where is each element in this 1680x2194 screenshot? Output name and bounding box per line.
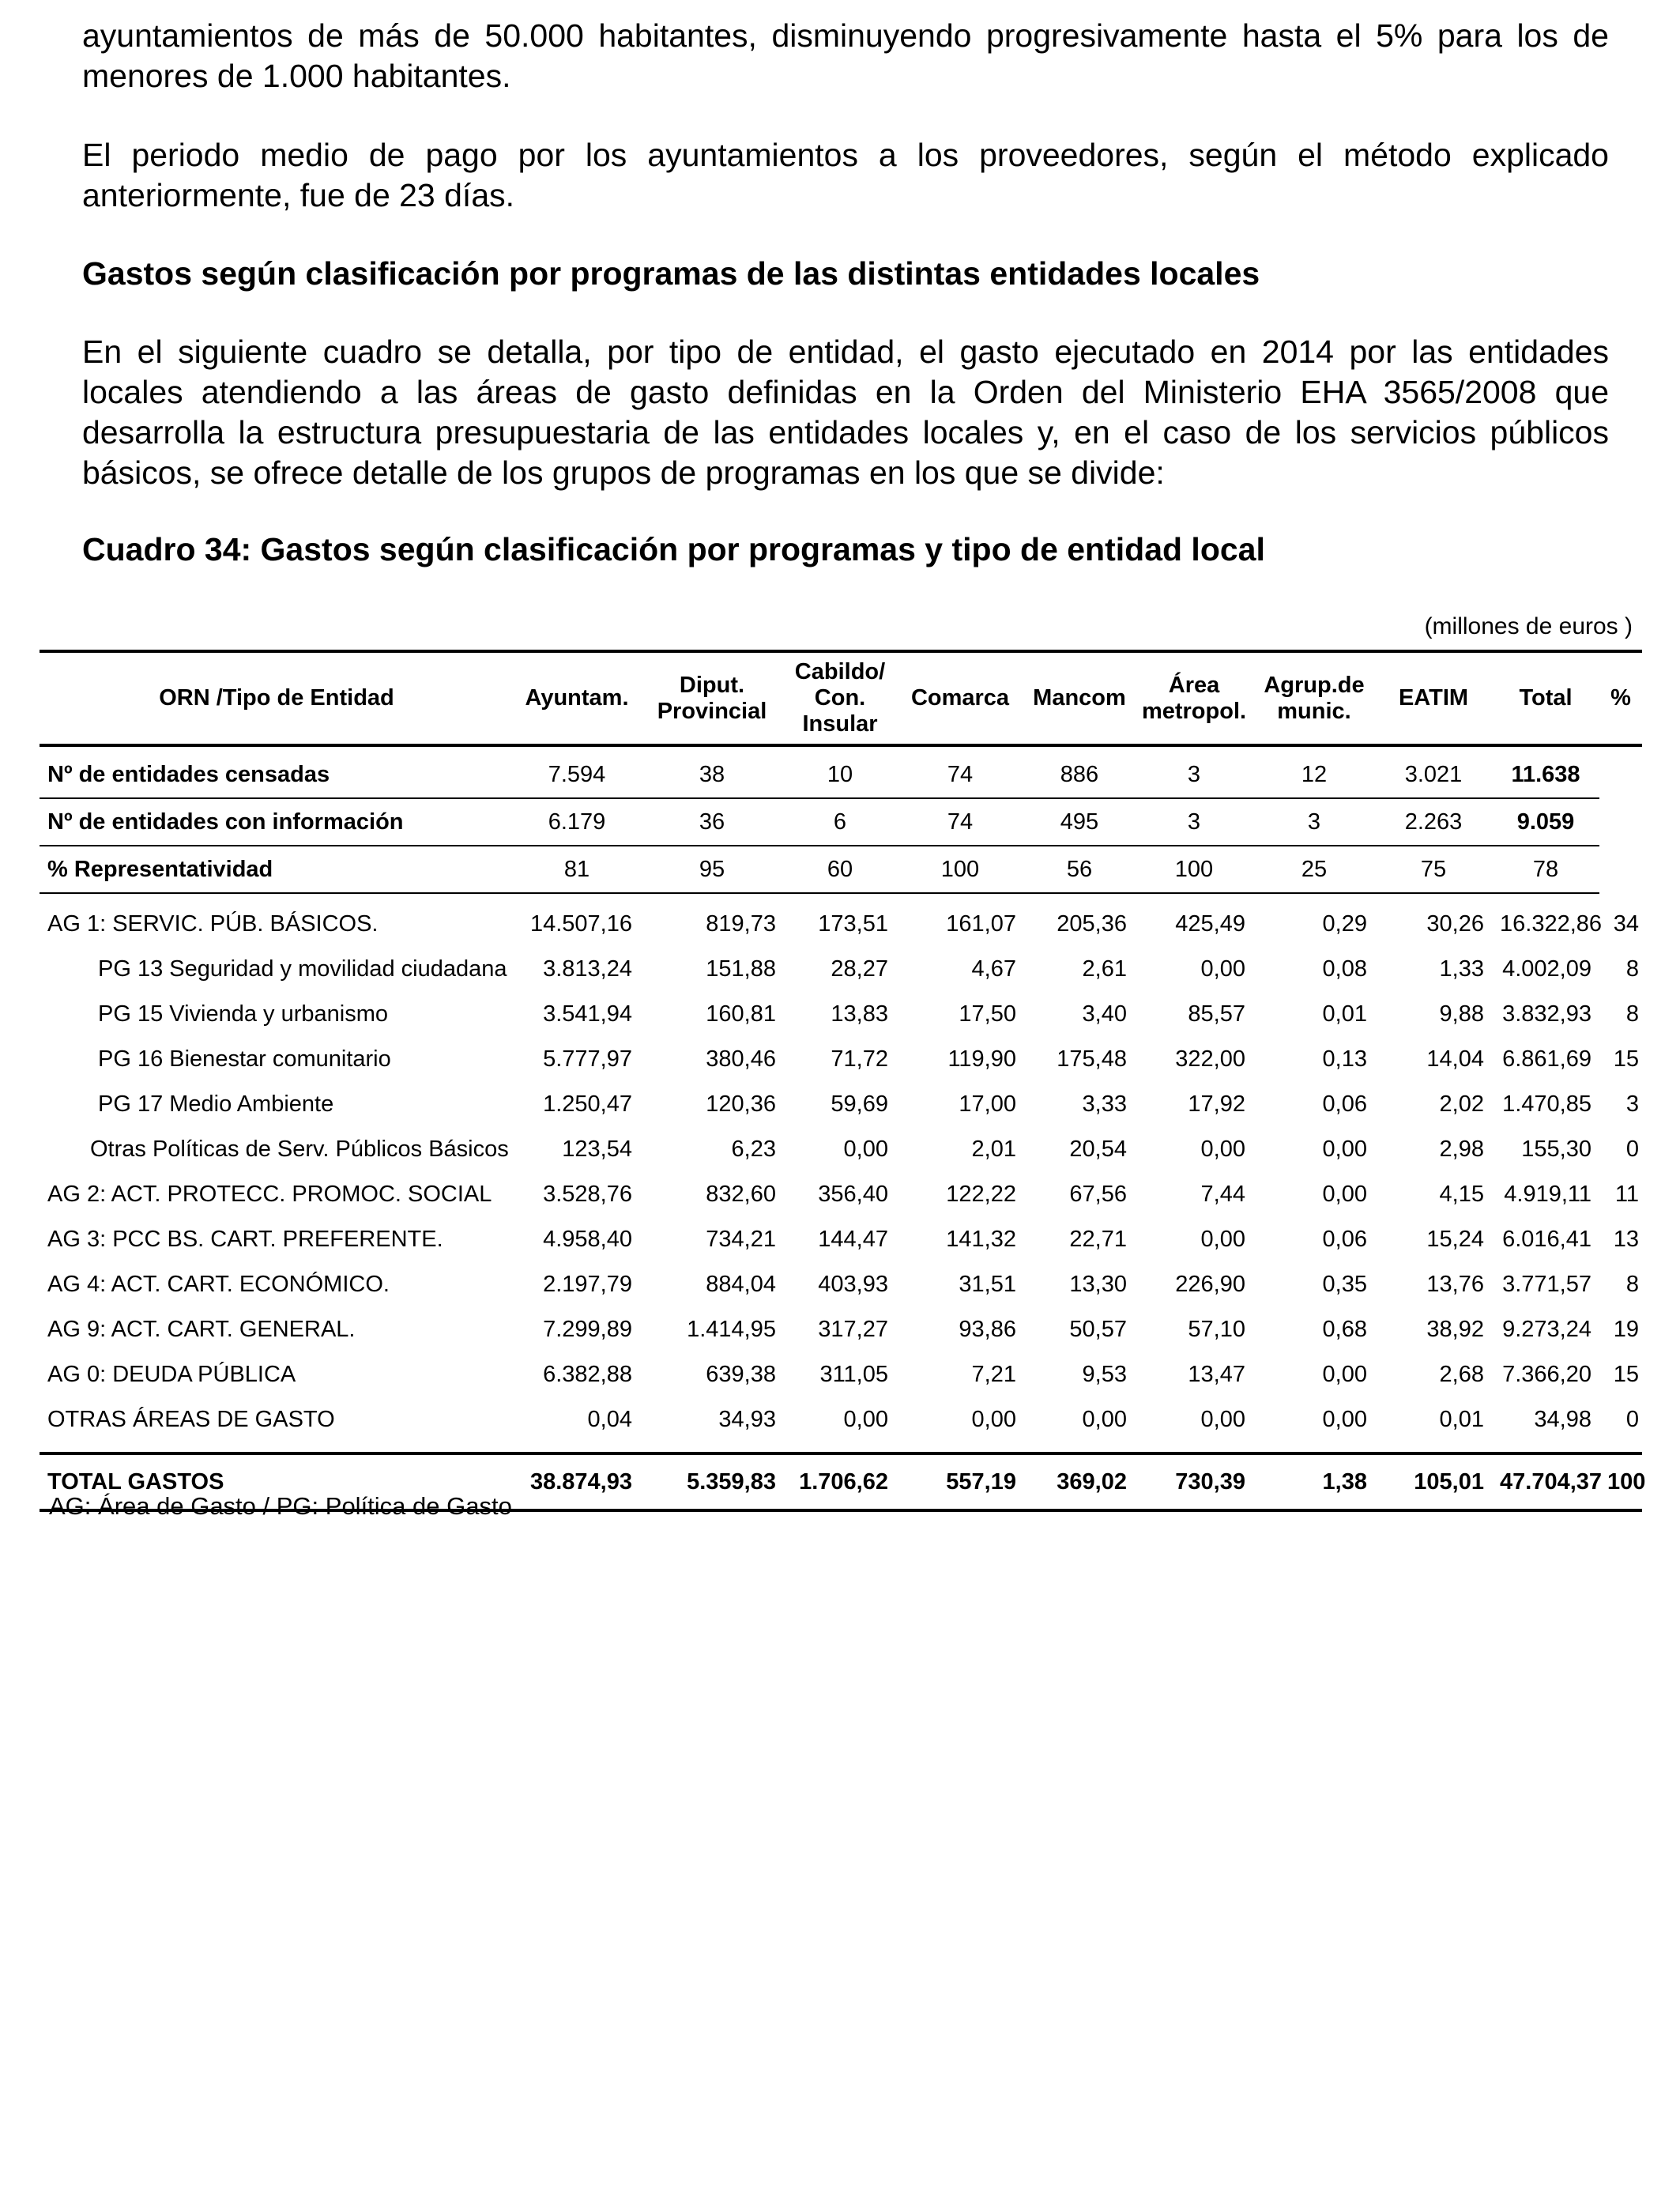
cell-value: 0,35 (1322, 1272, 1367, 1297)
cell-value: 0,00 (1200, 1137, 1245, 1162)
col-header-mancom: Mancom (1024, 651, 1135, 745)
cell-value: 4.958,40 (543, 1227, 632, 1252)
row-label: PG 13 Seguridad y movilidad ciudadana (98, 956, 507, 982)
cell-value: 3.832,93 (1502, 1001, 1591, 1027)
cell-value: 9,53 (1082, 1362, 1127, 1387)
cell-value: 9.273,24 (1502, 1317, 1591, 1342)
table-row (40, 1352, 1642, 1397)
table-header-row (40, 651, 1642, 745)
cell-value: 4,67 (971, 956, 1016, 982)
cell-value: 639,38 (706, 1362, 776, 1387)
col-header-comarca: Comarca (896, 651, 1024, 745)
cell-value: 311,05 (819, 1362, 888, 1387)
cell-value: 100 (1135, 846, 1253, 893)
cell-value: 95 (640, 846, 784, 893)
cell-value: 0,01 (1322, 1001, 1367, 1027)
cell-value: 6.382,88 (543, 1362, 632, 1387)
cell-value: 161,07 (946, 911, 1016, 937)
cell-value: 0,08 (1322, 956, 1367, 982)
cell-value: 317,27 (818, 1317, 888, 1342)
cell-value: 3 (1135, 745, 1253, 798)
cell-value: 38,92 (1426, 1317, 1484, 1342)
cell-value: 100 (896, 846, 1024, 893)
cell-value: 36 (640, 798, 784, 846)
spacer-cell (40, 1442, 1642, 1453)
cell-value: 0,00 (1200, 1407, 1245, 1432)
cell-value: 9,88 (1439, 1001, 1484, 1027)
table-row (40, 1307, 1642, 1352)
cell-value: 120,36 (706, 1091, 776, 1117)
cell-value: 59,69 (831, 1091, 888, 1117)
row-label: AG 9: ACT. CART. GENERAL. (47, 1317, 356, 1342)
cell-value: 25 (1253, 846, 1375, 893)
row-label: % Representatividad (40, 846, 514, 893)
cell-value: 34,93 (718, 1407, 776, 1432)
cell-value: 50,57 (1069, 1317, 1127, 1342)
cell-value: 119,90 (947, 1046, 1016, 1072)
total-value: 5.359,83 (640, 1453, 784, 1510)
cell-value: 13,76 (1426, 1272, 1484, 1297)
cell-value: 6.861,69 (1502, 1046, 1591, 1072)
cell-value: 15,24 (1426, 1227, 1484, 1252)
cell-value: 7,44 (1200, 1182, 1245, 1207)
cell-value: 67,56 (1069, 1182, 1127, 1207)
cell-value: 425,49 (1175, 911, 1245, 937)
row-label: Otras Políticas de Serv. Públicos Básicos (90, 1137, 509, 1162)
cell-percent: 11 (1614, 1182, 1639, 1207)
cell-value: 0,06 (1322, 1227, 1367, 1252)
col-header-eatim: EATIM (1375, 651, 1492, 745)
cell-value: 85,57 (1188, 1001, 1245, 1027)
unit-note: (millones de euros ) (1424, 613, 1633, 639)
cell-percent: 3 (1625, 1091, 1639, 1117)
cell-value: 22,71 (1069, 1227, 1127, 1252)
cell-total: 9.059 (1492, 798, 1599, 846)
summary-row (40, 745, 1642, 798)
table-row (40, 1217, 1642, 1262)
cell-empty (1599, 798, 1642, 846)
table-row (40, 992, 1642, 1037)
cell-value: 884,04 (706, 1272, 776, 1297)
cell-value: 6.016,41 (1502, 1227, 1591, 1252)
cell-value: 0,00 (1322, 1362, 1367, 1387)
cell-value: 175,48 (1057, 1046, 1127, 1072)
total-value: 730,39 (1135, 1453, 1253, 1510)
table-row (40, 1127, 1642, 1172)
cell-value: 74 (896, 745, 1024, 798)
cell-value: 144,47 (818, 1227, 888, 1252)
cell-value: 2.197,79 (543, 1272, 632, 1297)
cell-value: 7,21 (971, 1362, 1016, 1387)
cell-value: 0,00 (1082, 1407, 1127, 1432)
row-label: AG 2: ACT. PROTECC. PROMOC. SOCIAL (47, 1182, 492, 1207)
cell-value: 2,98 (1439, 1137, 1484, 1162)
cell-value: 0,68 (1322, 1317, 1367, 1342)
cell-value: 13,30 (1069, 1272, 1127, 1297)
footnote: AG: Área de Gasto / PG: Política de Gasto (49, 1492, 512, 1520)
section-heading: Gastos según clasificación por programas de las distintas entidades locales (82, 255, 1260, 292)
cell-value: 13,47 (1188, 1362, 1245, 1387)
cell-value: 20,54 (1069, 1137, 1127, 1162)
total-value: 369,02 (1024, 1453, 1135, 1510)
col-header-total: Total (1492, 651, 1599, 745)
table-row (40, 947, 1642, 992)
cell-value: 5.777,97 (543, 1046, 632, 1072)
total-percent: 100 (1599, 1453, 1642, 1510)
cell-value: 0,00 (1200, 1227, 1245, 1252)
spacer-row (40, 1442, 1642, 1453)
cell-value: 28,27 (831, 956, 888, 982)
cell-value: 17,92 (1188, 1091, 1245, 1117)
cell-value: 734,21 (706, 1227, 776, 1252)
cell-value: 4,15 (1439, 1182, 1484, 1207)
cell-value: 7.299,89 (543, 1317, 632, 1342)
cell-value: 3.021 (1375, 745, 1492, 798)
cell-value: 205,36 (1057, 911, 1127, 937)
row-label: AG 3: PCC BS. CART. PREFERENTE. (47, 1227, 443, 1252)
cell-value: 16.322,86 (1500, 911, 1603, 937)
intro-paragraph-1: ayuntamientos de más de 50.000 habitantes, disminuyendo progresivamente hasta el 5% para los de menores de 1.000 habitantes. (82, 17, 1609, 94)
intro-paragraph-2: El periodo medio de pago por los ayuntamientos a los proveedores, según el método explicado anteriormente, fue de 23 días. (82, 137, 1609, 213)
cell-value: 14.507,16 (529, 911, 632, 937)
row-label: Nº de entidades censadas (40, 745, 514, 798)
total-value: 1.706,62 (784, 1453, 896, 1510)
cell-value: 151,88 (706, 956, 776, 982)
cell-value: 0,04 (587, 1407, 632, 1432)
cell-value: 160,81 (706, 1001, 776, 1027)
table-row (40, 893, 1642, 947)
cell-value: 6.179 (514, 798, 640, 846)
cell-value: 0,00 (843, 1137, 888, 1162)
cell-value: 0,00 (1322, 1137, 1367, 1162)
cell-value: 886 (1024, 745, 1135, 798)
table-row (40, 1037, 1642, 1082)
col-header-agrup-munic: Agrup.de munic. (1253, 651, 1375, 745)
cell-value: 403,93 (818, 1272, 888, 1297)
cell-value: 31,51 (959, 1272, 1016, 1297)
cell-value: 1.414,95 (687, 1317, 776, 1342)
col-header-ayuntamientos: Ayuntam. (514, 651, 640, 745)
cell-value: 3,33 (1082, 1091, 1127, 1117)
col-header-percent: % (1599, 651, 1642, 745)
summary-row (40, 846, 1642, 893)
row-label: AG 4: ACT. CART. ECONÓMICO. (47, 1272, 390, 1297)
cell-percent: 13 (1613, 1227, 1639, 1252)
total-value: 557,19 (896, 1453, 1024, 1510)
cell-value: 3.541,94 (543, 1001, 632, 1027)
cell-value: 0,00 (1322, 1182, 1367, 1207)
cell-value: 13,83 (831, 1001, 888, 1027)
cell-value: 226,90 (1175, 1272, 1245, 1297)
cell-value: 123,54 (562, 1137, 632, 1162)
cell-empty (1599, 846, 1642, 893)
cell-value: 38 (640, 745, 784, 798)
cell-value: 0,00 (1322, 1407, 1367, 1432)
cell-value: 3,40 (1082, 1001, 1127, 1027)
total-value: 1,38 (1253, 1453, 1375, 1510)
total-value: 105,01 (1375, 1453, 1492, 1510)
cell-value: 1,33 (1439, 956, 1484, 982)
cell-value: 93,86 (959, 1317, 1016, 1342)
cell-value: 34,98 (1534, 1407, 1591, 1432)
row-label: PG 15 Vivienda y urbanismo (98, 1001, 389, 1027)
cell-value: 356,40 (818, 1182, 888, 1207)
cell-value: 4.002,09 (1502, 956, 1591, 982)
cell-percent: 8 (1625, 1001, 1639, 1027)
cell-value: 380,46 (706, 1046, 776, 1072)
cell-value: 0,00 (971, 1407, 1016, 1432)
row-label: OTRAS ÁREAS DE GASTO (47, 1407, 335, 1432)
cell-value: 75 (1375, 846, 1492, 893)
cell-value: 495 (1024, 798, 1135, 846)
cell-value: 155,30 (1521, 1137, 1591, 1162)
row-label: AG 0: DEUDA PÚBLICA (47, 1362, 296, 1387)
cell-percent: 19 (1613, 1317, 1639, 1342)
cell-value: 71,72 (831, 1046, 888, 1072)
total-label: TOTAL GASTOS (40, 1453, 514, 1510)
cell-empty (1599, 745, 1642, 798)
col-header-cabildos: Cabildo/ Con. Insular (784, 651, 896, 745)
cell-value: 10 (784, 745, 896, 798)
cell-value: 2,61 (1082, 956, 1127, 982)
row-label: PG 16 Bienestar comunitario (98, 1046, 391, 1072)
cell-value: 56 (1024, 846, 1135, 893)
cell-value: 4.919,11 (1504, 1182, 1591, 1207)
row-label: Nº de entidades con información (40, 798, 514, 846)
col-header-area-metropol: Área metropol. (1135, 651, 1253, 745)
cell-value: 1.250,47 (543, 1091, 632, 1117)
cell-value: 74 (896, 798, 1024, 846)
cell-value: 3.771,57 (1502, 1272, 1591, 1297)
cell-value: 3.528,76 (543, 1182, 632, 1207)
cell-value: 3 (1253, 798, 1375, 846)
cell-value: 0,01 (1439, 1407, 1484, 1432)
col-header-entity-type: ORN /Tipo de Entidad (40, 651, 514, 745)
cell-value: 7.594 (514, 745, 640, 798)
cell-value: 0,06 (1322, 1091, 1367, 1117)
cell-value: 2,02 (1439, 1091, 1484, 1117)
cell-value: 832,60 (706, 1182, 776, 1207)
cell-percent: 8 (1625, 1272, 1639, 1297)
cell-value: 0,00 (843, 1407, 888, 1432)
total-value: 47.704,37 (1492, 1453, 1599, 1510)
col-header-diputaciones: Diput. Provincial (640, 651, 784, 745)
cell-value: 0,29 (1322, 911, 1367, 937)
cell-value: 30,26 (1426, 911, 1484, 937)
summary-row (40, 798, 1642, 846)
cell-value: 78 (1492, 846, 1599, 893)
table-row (40, 1082, 1642, 1127)
cell-percent: 0 (1625, 1407, 1639, 1432)
row-label: PG 17 Medio Ambiente (98, 1091, 334, 1117)
cell-value: 0,13 (1322, 1046, 1367, 1072)
cell-value: 141,32 (946, 1227, 1016, 1252)
cell-value: 2,68 (1439, 1362, 1484, 1387)
cell-value: 6 (784, 798, 896, 846)
cell-value: 1.470,85 (1502, 1091, 1591, 1117)
table-row (40, 1172, 1642, 1217)
table-title: Cuadro 34: Gastos según clasificación por programas y tipo de entidad local (82, 531, 1265, 567)
table-row (40, 1397, 1642, 1442)
cell-value: 122,22 (946, 1182, 1016, 1207)
cell-value: 7.366,20 (1502, 1362, 1591, 1387)
cell-percent: 15 (1613, 1362, 1639, 1387)
row-label: AG 1: SERVIC. PÚB. BÁSICOS. (47, 911, 379, 937)
cell-value: 6,23 (731, 1137, 776, 1162)
section-paragraph: En el siguiente cuadro se detalla, por tipo de entidad, el gasto ejecutado en 2014 por las entidades locales atendiendo a las áreas de gasto definidas en la Orden del Ministerio EHA 3565/2008 que desarrolla la estructura presupuestaria de las entidades locales y, en el caso de los servicios públicos básicos, se ofrece detalle de los grupos de programas en los que se divide: (82, 334, 1609, 491)
cell-percent: 0 (1625, 1137, 1639, 1162)
cell-value: 819,73 (706, 911, 776, 937)
cell-value: 2.263 (1375, 798, 1492, 846)
cell-percent: 15 (1613, 1046, 1639, 1072)
cell-value: 17,00 (959, 1091, 1016, 1117)
table-row (40, 1262, 1642, 1307)
cell-value: 3.813,24 (543, 956, 632, 982)
cell-percent: 34 (1613, 910, 1639, 937)
cell-value: 2,01 (971, 1137, 1016, 1162)
cell-total: 11.638 (1492, 745, 1599, 798)
cell-value: 17,50 (959, 1001, 1016, 1027)
expenditure-table (40, 650, 1646, 1512)
cell-value: 173,51 (818, 911, 888, 937)
cell-value: 81 (514, 846, 640, 893)
total-value: 38.874,93 (514, 1453, 640, 1510)
cell-value: 60 (784, 846, 896, 893)
detail-rows (40, 893, 1642, 1442)
cell-value: 3 (1135, 798, 1253, 846)
cell-value: 0,00 (1200, 956, 1245, 982)
cell-value: 57,10 (1188, 1317, 1245, 1342)
cell-value: 322,00 (1175, 1046, 1245, 1072)
cell-value: 12 (1253, 745, 1375, 798)
cell-value: 14,04 (1426, 1046, 1484, 1072)
cell-percent: 8 (1625, 956, 1639, 982)
